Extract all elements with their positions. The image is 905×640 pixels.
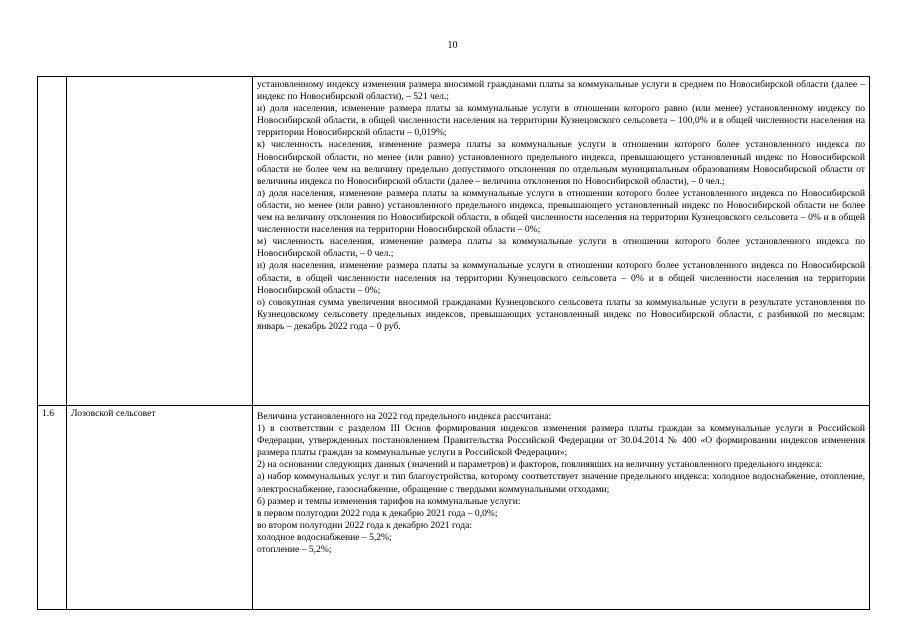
paragraph: в первом полугодии 2022 года к декабрю 2021 года – 0,0%; xyxy=(257,507,498,519)
row-number-cell: 1.6 xyxy=(38,406,67,610)
paragraph: холодное водоснабжение – 5,2%; xyxy=(257,531,392,543)
paragraph: во втором полугодии 2022 года к декабрю 2021 года: xyxy=(257,519,473,531)
document-table xyxy=(37,76,870,610)
paragraph: 1) в соответствии с разделом III Основ формирования индексов изменения размера платы граждан за коммунальные услуги в Российской Федерации, утвержденных постановлением Правительства Российской Федерации от 30.04.2014 № 400 «О формировании индексов изменения размера платы граждан за коммунальные услуги в Российской Федерации»; xyxy=(257,423,865,459)
paragraph: и) доля населения, изменение размера платы за коммунальные услуги в отношении которого равно (или менее) установленному индексу по Новосибирской области, в общей численности населения на территории Кузнецовского сельсовета – 100,0% и в общей численности населения на территории Новосибирской области – 0,019%; xyxy=(257,103,865,139)
paragraph: установленному индексу изменения размера вносимой гражданами платы за коммунальные услуги в среднем по Новосибирской области (далее – индекс по Новосибирской области), – 521 чел.; xyxy=(257,79,865,103)
paragraph: о) совокупная сумма увеличения вносимой гражданами Кузнецовского сельсовета платы за коммунальные услуги в результате установления по Кузнецовскому сельсовету предельных индексов, превышающих установленный индекс по Новосибирской области, с разбивкой по месяцам: январь – декабрь 2022 года – 0 руб. xyxy=(257,296,865,332)
paragraph: отопление – 5,2%; xyxy=(257,544,332,556)
row-number-cell xyxy=(38,77,67,406)
paragraph: Величина установленного на 2022 год предельного индекса рассчитана: xyxy=(257,411,552,422)
table-row xyxy=(38,77,870,406)
paragraph: м) численность населения, изменение размера платы за коммунальные услуги в отношении которого более установленного индекса по Новосибирской области, – 0 чел.; xyxy=(257,236,865,260)
paragraph: н) доля населения, изменение размера платы за коммунальные услуги в отношении которого более установленного индекса по Новосибирской области, в общей численности населения на территории Кузнецовского сельсовета – 0% и в общей численности населения на территории Новосибирской области – 0%; xyxy=(257,260,865,296)
paragraph: л) доля населения, изменение размера платы за коммунальные услуги в отношении которого более установленного индекса по Новосибирской области, но менее (или равно) установленного предельного индекса, превышающего установленный индекс по Новосибирской области не более чем на величину отклонения по Новосибирской области, в общей численности населения на территории Кузнецовского сельсовета – 0% и в общей численности населения на территории Новосибирской области – 0%; xyxy=(257,187,865,236)
table-row xyxy=(38,406,870,610)
paragraph: 2) на основании следующих данных (значений и параметров) и факторов, повлиявших на величину установленного предельного индекса: xyxy=(257,459,823,471)
municipality-name-cell xyxy=(67,77,253,406)
paragraph: а) набор коммунальных услуг и тип благоустройства, которому соответствует значение предельного индекса: холодное водоснабжение, отопление, электроснабжение, газоснабжение, обращение с твердыми коммунальными отходами; xyxy=(257,471,865,495)
paragraph: к) численность населения, изменение размера платы за коммунальные услуги в отношении которого более установленного индекса по Новосибирской области, но менее (или равно) установленного предельного индекса, превышающего установленный индекс по Новосибирской области не более чем на величину предельно допустимого отклонения по отдельным муниципальным образованиям Новосибирской области от величины индекса по Новосибирской области (далее – величина отклонения по Новосибирской области), – 0 чел.; xyxy=(257,139,865,187)
paragraph: б) размер и темпы изменения тарифов на коммунальные услуги: xyxy=(257,495,521,507)
municipality-name-cell: Лозовской сельсовет xyxy=(67,406,253,610)
page-number: 10 xyxy=(447,40,458,51)
description-cell xyxy=(253,77,870,406)
description-cell xyxy=(253,406,870,610)
